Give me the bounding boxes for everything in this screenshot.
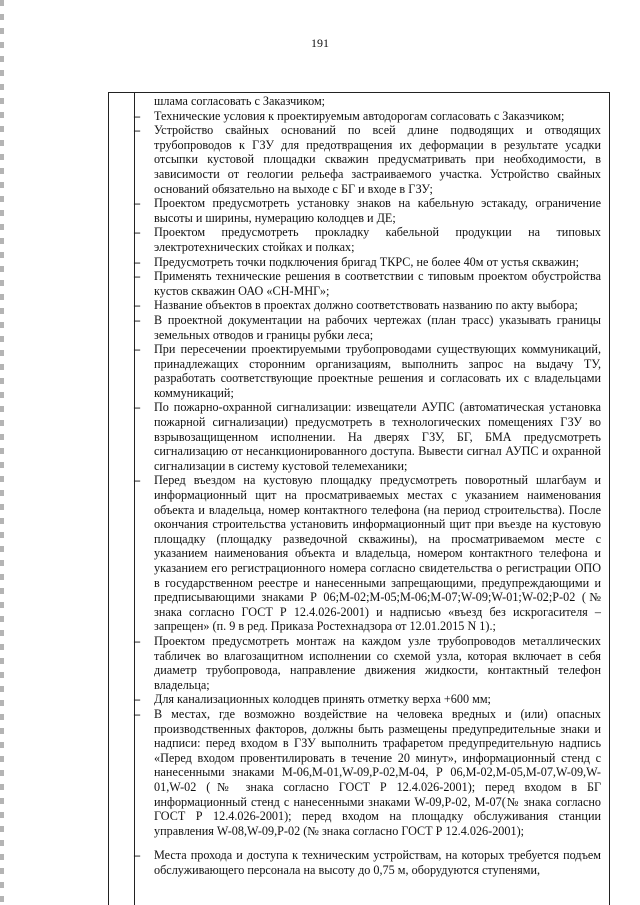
list-item [134, 342, 601, 400]
list-dash-marker: – [134, 225, 141, 240]
list-item [134, 692, 601, 707]
list-dash-marker: – [134, 342, 141, 357]
list-item [134, 225, 601, 254]
list-dash-marker: – [134, 298, 141, 313]
list-item-text: При пересечении проектируемыми трубопроводами существующих коммуникаций, принадлежащих сторонним организациям, выполнить запрос на выдачу ТУ, разработать соответствующие проектные решения и согласовать их с владельцами коммуникаций; [154, 342, 601, 400]
list-item-text: Технические условия к проектируемым автодорогам согласовать с Заказчиком; [154, 108, 565, 123]
list-item-text: Применять технические решения в соответствии с типовым проектом обустройства кустов скважин ОАО «СН-МНГ»; [154, 269, 601, 298]
list-item-text: Места прохода и доступа к техническим устройствам, на которых требуется подъем обслуживающего персонала на высоту до 0,75 м, оборудуются ступенями, [154, 848, 601, 877]
list-item-text: В проектной документации на рабочих чертежах (план трасс) указывать границы земельных отводов и границы рубки леса; [154, 312, 601, 342]
list-item-text: Проектом предусмотреть установку знаков на кабельную эстакаду, ограничение высоты и ширины, нумерацию колодцев и ДЕ; [154, 196, 601, 225]
list-item [154, 94, 601, 109]
list-dash-marker: – [134, 400, 141, 415]
list-item [134, 312, 601, 342]
list-item [134, 108, 601, 124]
list-item-text: шлама согласовать с Заказчиком; [154, 94, 326, 108]
list-item-text: Предусмотреть точки подключения бригад ТКРС, не более 40м от устья скважин; [154, 254, 580, 269]
page-number: 191 [311, 36, 329, 50]
list-dash-marker: – [134, 706, 141, 721]
list-dash-marker: – [134, 633, 141, 648]
list-item-text: Название объектов в проектах должно соответствовать названию по акту выбора; [154, 298, 578, 313]
list-item [134, 848, 601, 877]
list-dash-marker: – [134, 123, 141, 138]
table-column-divider [134, 92, 135, 905]
list-dash-marker: – [134, 269, 141, 284]
list-item-text: Для канализационных колодцев принять отметку верха +600 мм; [154, 692, 491, 707]
list-dash-marker: – [134, 196, 141, 211]
list-dash-marker: – [134, 312, 141, 327]
list-item [134, 196, 601, 225]
list-item-text: Устройство свайных оснований по всей длине подводящих и отводящих трубопроводов к ГЗУ для предотвращения их деформации в результате усадки отсыпки кустовой площадки скважин предусматривать при необходимости, в зависимости от геологии рельефа застраиваемого участка. Устройство свайных оснований обязательно на выходе с БГ и входе в ГЗУ; [154, 123, 601, 196]
list-dash-marker: – [134, 473, 141, 488]
list-dash-marker: – [134, 254, 141, 269]
list-item [134, 298, 601, 313]
list-dash-marker: – [134, 692, 141, 707]
list-item [134, 254, 601, 270]
scan-edge-artifact [0, 0, 4, 905]
list-item [134, 473, 601, 634]
list-item-text: Проектом предусмотреть монтаж на каждом узле трубопроводов металлических табличек во влагозащитном исполнении со схемой узла, которая включает в себя диаметр трубопровода, направление движения жидкости, контактный телефон владельца; [154, 633, 601, 692]
list-item [134, 706, 601, 838]
list-dash-marker: – [134, 108, 141, 123]
list-item-text: Проектом предусмотреть прокладку кабельной продукции на типовых электротехнических стойках и полках; [154, 225, 601, 254]
list-item [134, 269, 601, 298]
list-dash-marker: – [134, 848, 141, 863]
list-item-text: Перед въездом на кустовую площадку предусмотреть поворотный шлагбаум и информационный щит на просматриваемых местах с указанием наименования объекта и владельца, номер контактного телефона (на период строительства). После окончания строительства установить информационный щит при въезде на кустовую площадку (площадку разведочной скважины), на просматриваемом месте с указанием наименования объекта и владельца, номером контактного телефона и указанием его регистрационного номера согласно свидетельства о регистрации ОПО в государственном реестре и нанесенными запрещающими, предупреждающими и предписывающими знаками Р 06;М-02;М-05;М-06;М-07;W-09;W-01;W-02;Р-02 (№ знака согласно ГОСТ Р 12.4.026-2001) и надписью «въезд без искрогасителя –запрещен» (п. 9 в ред. Приказа Ростехнадзора от 12.01.2015 N 1).; [154, 473, 601, 634]
list-item [134, 400, 601, 473]
document-body [134, 94, 601, 877]
list-item-text: По пожарно-охранной сигнализации: извещатели АУПС (автоматическая установка пожарной сигнализации) предусмотреть в технологических помещениях ГЗУ во взрывозащищенном исполнении. На дверях ГЗУ, БГ, БМА предусмотреть сигнализацию от несанкционированного доступа. Вывести сигнал АУПС и охранной сигнализации в систему кустовой телемеханики; [154, 400, 601, 473]
list-item [134, 123, 601, 196]
list-item-text: В местах, где возможно воздействие на человека вредных и (или) опасных производственных факторов, должны быть размещены предупредительные знаки и надписи: перед входом в ГЗУ выполнить трафаретом предупредительную надпись «Перед входом провентилировать в течение 20 минут», информационный стенд с нанесенными знаками М-06,М-01,W-09,Р-02,М-04, Р 06,М-02,М-05,М-07,W-09,W-01,W-02 (№ знака согласно ГОСТ Р 12.4.026-2001); перед входом в БГ информационный стенд с нанесенными знаками W-09,Р-02, М-07(№ знака согласно ГОСТ Р 12.4.026-2001); перед входом на площадку обслуживания станции управления W-08,W-09,Р-02 (№ знака согласно ГОСТ Р 12.4.026-2001); [154, 706, 601, 838]
list-item [134, 633, 601, 692]
